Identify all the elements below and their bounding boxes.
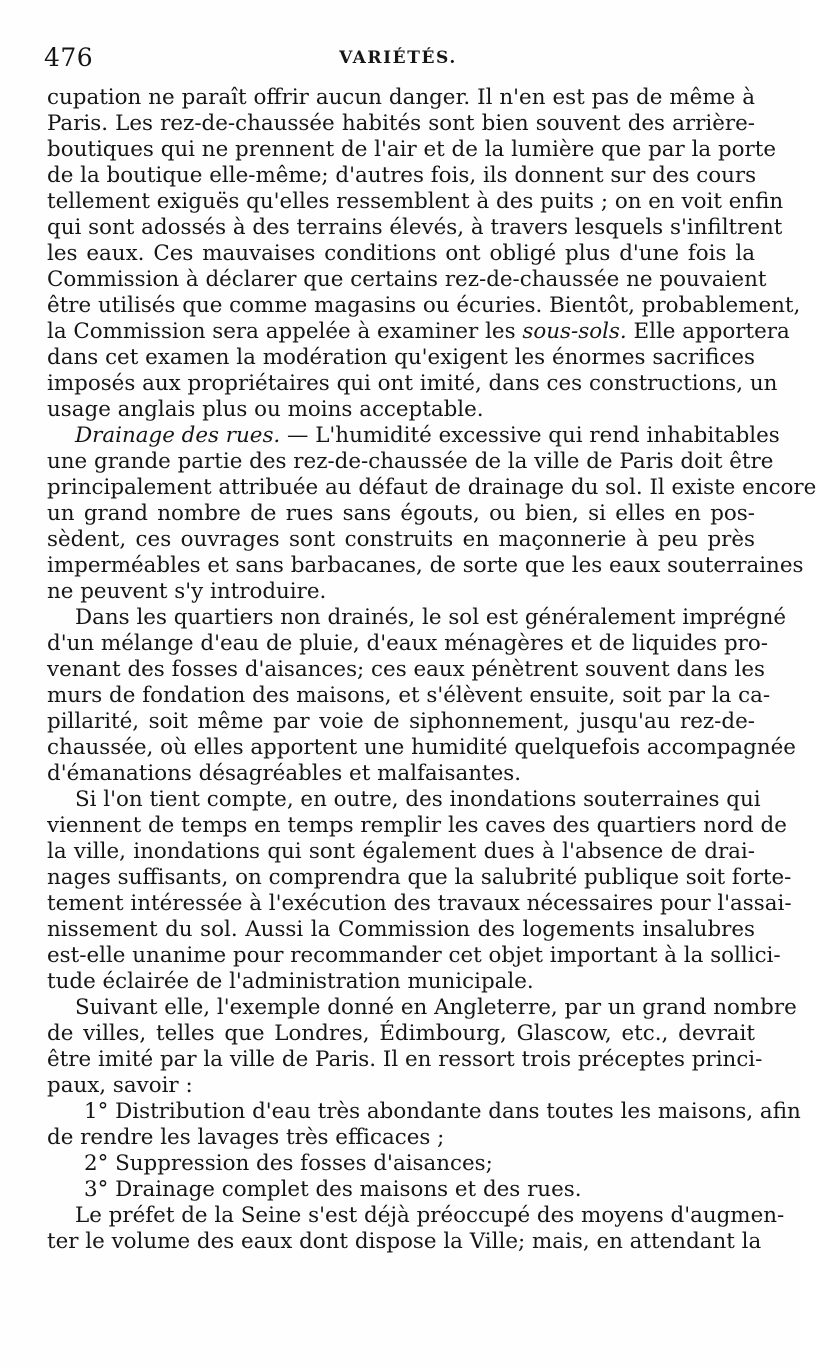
page-header	[44, 40, 752, 76]
list-item-1: 1° Distribution d'eau très abondante dans toutes les maisons, afin	[84, 1099, 801, 1124]
text-line: murs de fondation des maisons, et s'élèvent ensuite, soit par la ca-	[47, 683, 771, 708]
text-line: sèdent, ces ouvrages sont construits en maçonnerie à peu près	[47, 527, 755, 552]
text-fragment: la Commission sera appelée à examiner les	[47, 319, 516, 344]
text-line: ne peuvent s'y introduire.	[47, 579, 327, 604]
text-line: d'un mélange d'eau de pluie, d'eaux ménagères et de liquides pro-	[47, 631, 768, 656]
text-line: de rendre les lavages très efficaces ;	[47, 1125, 445, 1150]
paragraph-start-line: Le préfet de la Seine s'est déjà préoccupé des moyens d'augmen-	[75, 1203, 785, 1228]
text-line: tement intéressée à l'exécution des travaux nécessaires pour l'assai-	[47, 891, 792, 916]
text-line: viennent de temps en temps remplir les caves des quartiers nord de	[47, 813, 787, 838]
text-line: Paris. Les rez-de-chaussée habités sont bien souvent des arrière-	[47, 111, 755, 136]
text-line: dans cet examen la modération qu'exigent les énormes sacrifices	[47, 345, 755, 370]
text-line: est-elle unanime pour recommander cet objet important à la sollici-	[47, 943, 781, 968]
text-line: venant des fosses d'aisances; ces eaux pénètrent souvent dans les	[47, 657, 765, 682]
text-line: une grande partie des rez-de-chaussée de la ville de Paris doit être	[47, 449, 774, 474]
text-line: les eaux. Ces mauvaises conditions ont obligé plus d'une fois la	[47, 241, 755, 266]
text-line: Commission à déclarer que certains rez-de-chaussée ne pouvaient	[47, 267, 767, 292]
text-line: tellement exiguës qu'elles ressemblent à des puits ; on en voit enfin	[47, 189, 784, 214]
text-line: d'émanations désagréables et malfaisantes.	[47, 761, 522, 786]
list-item-3: 3° Drainage complet des maisons et des rues.	[84, 1177, 582, 1202]
text-line: de la boutique elle-même; d'autres fois, ils donnent sur des cours	[47, 163, 757, 188]
text-line-with-italic	[47, 319, 790, 345]
text-line: boutiques qui ne prennent de l'air et de la lumière que par la porte	[47, 137, 777, 162]
list-item-2: 2° Suppression des fosses d'aisances;	[84, 1151, 493, 1176]
text-line: principalement attribuée au défaut de drainage du sol. Il existe encore	[47, 475, 816, 500]
text-line: imposés aux propriétaires qui ont imité, dans ces constructions, un	[47, 371, 778, 396]
paragraph-start-line: Si l'on tient compte, en outre, des inondations souterraines qui	[75, 787, 761, 812]
section-heading-line	[47, 423, 780, 449]
page-number: 476	[44, 43, 94, 72]
text-line: pillarité, soit même par voie de siphonnement, jusqu'au rez-de-	[47, 709, 755, 734]
text-line: tude éclairée de l'administration municipale.	[47, 969, 534, 994]
text-line: ter le volume des eaux dont dispose la Ville; mais, en attendant la	[47, 1229, 762, 1254]
text-line: cupation ne paraît offrir aucun danger. Il n'en est pas de même à	[47, 85, 755, 110]
running-head: VARIÉTÉS.	[339, 48, 457, 68]
page-body-text	[47, 85, 816, 1255]
text-line: paux, savoir :	[47, 1073, 193, 1098]
text-line: être imité par la ville de Paris. Il en ressort trois préceptes princi-	[47, 1047, 763, 1072]
text-line: qui sont adossés à des terrains élevés, à travers lesquels s'infiltrent	[47, 215, 783, 240]
text-fragment: — L'humidité excessive qui rend inhabitables	[287, 423, 780, 448]
text-line: la ville, inondations qui sont également dues à l'absence de drai-	[47, 839, 755, 864]
section-heading-drainage: Drainage des rues.	[75, 423, 281, 448]
paragraph-start-line: Suivant elle, l'exemple donné en Angleterre, par un grand nombre	[75, 995, 797, 1020]
text-line: nages suffisants, on comprendra que la salubrité publique soit forte-	[47, 865, 792, 890]
text-line: un grand nombre de rues sans égouts, ou bien, si elles en pos-	[47, 501, 755, 526]
text-line: usage anglais plus ou moins acceptable.	[47, 397, 484, 422]
text-fragment: Elle apportera	[633, 319, 790, 344]
text-line: être utilisés que comme magasins ou écuries. Bientôt, probablement,	[47, 293, 801, 318]
text-line: imperméables et sans barbacanes, de sorte que les eaux souterraines	[47, 553, 804, 578]
paragraph-start-line: Dans les quartiers non drainés, le sol est généralement imprégné	[75, 605, 787, 630]
text-line: chaussée, où elles apportent une humidité quelquefois accompagnée	[47, 735, 796, 760]
italic-term-sous-sols: sous-sols.	[522, 319, 627, 344]
text-line: de villes, telles que Londres, Édimbourg, Glascow, etc., devrait	[47, 1021, 755, 1046]
text-line: nissement du sol. Aussi la Commission des logements insalubres	[47, 917, 755, 942]
